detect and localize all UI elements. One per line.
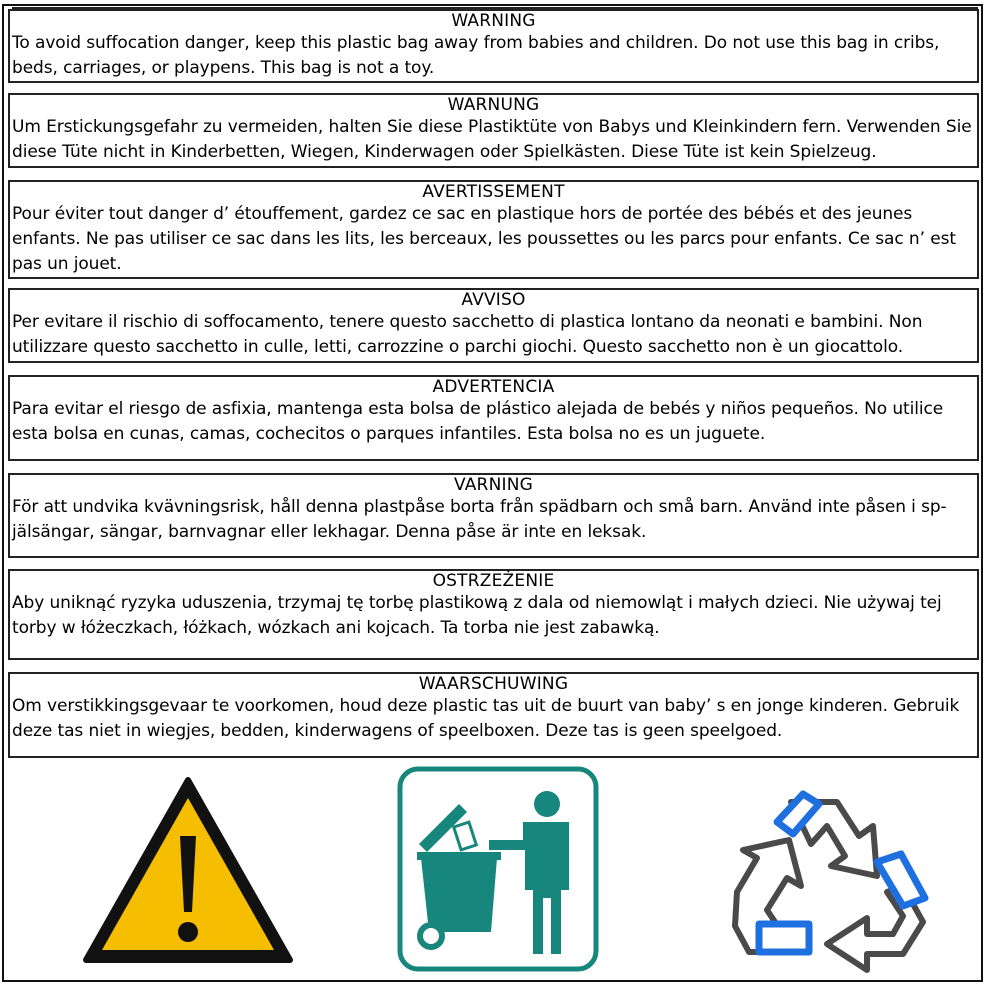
warning-text-de: Um Erstickungsgefahr zu vermeiden, halten Sie diese Plastiktüte von Babys und Kleinkindern fern. Verwenden Sie diese Tüte nicht in Kinderbetten, Wiegen, Kinderwagen oder Spielkästen. Diese Tüte ist kein Spielzeug. bbox=[12, 117, 972, 162]
warning-text-sv: För att undvika kvävningsrisk, håll denna plastpåse borta från spädbarn och små barn. Använd inte påsen i sp-jälsängar, sängar, barnvagnar eller lekhagar. Denna påse är inte en leksak. bbox=[12, 497, 947, 542]
warning-block-nl bbox=[8, 672, 979, 758]
warning-text-nl: Om verstikkingsgevaar te voorkomen, houd deze plastic tas uit de buurt van baby’ s en jonge kinderen. Gebruik deze tas niet in wiegjes, bedden, kinderwagens of speelboxen. Deze tas is geen speelgoed. bbox=[12, 696, 960, 741]
warning-heading-es: ADVERTENCIA bbox=[432, 377, 555, 397]
warning-heading-de: WARNUNG bbox=[447, 95, 540, 115]
warning-text-it: Per evitare il rischio di soffocamento, tenere questo sacchetto di plastica lontano da neonati e bambini. Non utilizzare questo sacchetto in culle, letti, carrozzine o parchi giochi. Questo sacchetto non è un giocattolo. bbox=[12, 312, 923, 357]
warning-text-es: Para evitar el riesgo de asfixia, mantenga esta bolsa de plástico alejada de bebés y niños pequeños. No utilice esta bolsa en cunas, camas, cochecitos o parques infantiles. Esta bolsa no es un juguete. bbox=[12, 399, 944, 444]
warning-heading-pl: OSTRZEŻENIE bbox=[432, 571, 555, 591]
warning-block-it bbox=[8, 288, 979, 363]
warning-heading-fr: AVERTISSEMENT bbox=[422, 182, 565, 202]
warning-heading-sv: VARNING bbox=[453, 475, 533, 495]
warning-block-fr bbox=[8, 180, 979, 279]
warning-triangle-icon bbox=[80, 774, 296, 966]
warning-block-es bbox=[8, 375, 979, 461]
warning-text-fr: Pour éviter tout danger d’ étouffement, gardez ce sac en plastique hors de portée des bébés et des jeunes enfants. Ne pas utiliser ce sac dans les lits, les berceaux, les poussettes ou les parcs pour enfants. Ce sac n’ est pas un jouet. bbox=[12, 204, 956, 274]
warning-block-pl bbox=[8, 569, 979, 660]
symbol-row bbox=[0, 760, 987, 980]
warning-block-de bbox=[8, 93, 979, 168]
warning-heading-en: WARNING bbox=[451, 11, 536, 31]
warning-block-sv bbox=[8, 473, 979, 558]
recycle-icon bbox=[727, 774, 937, 974]
warning-block-en bbox=[8, 9, 979, 83]
warning-text-pl: Aby uniknąć ryzyka uduszenia, trzymaj tę torbę plastikową z dala od niemowląt i małych dzieci. Nie używaj tej torby w łóżeczkach, łóżkach, wózkach ani kojcach. Ta torba nie jest zabawką. bbox=[12, 593, 942, 638]
warning-heading-it: AVVISO bbox=[461, 290, 526, 310]
dispose-in-bin-icon bbox=[397, 766, 599, 972]
warning-text-en: To avoid suffocation danger, keep this plastic bag away from babies and children. Do not use this bag in cribs, beds, carriages, or playpens. This bag is not a toy. bbox=[12, 33, 940, 78]
warning-heading-nl: WAARSCHUWING bbox=[418, 674, 569, 694]
